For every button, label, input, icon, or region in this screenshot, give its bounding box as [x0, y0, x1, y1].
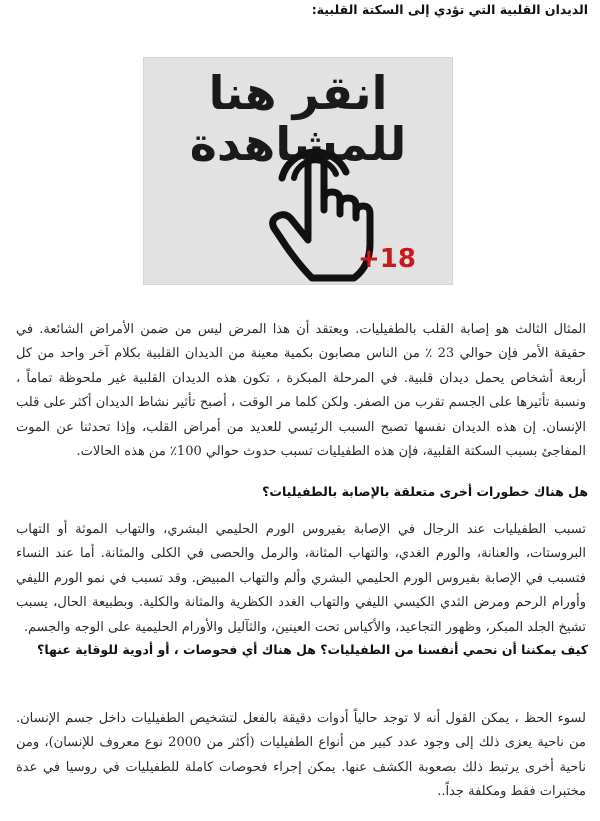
- prevention-paragraph: لسوء الحظ ، يمكن القول أنه لا توجد حالياً أدوات دقيقة بالفعل لتشخيص الطفيليات داخل جسم الإنسان. من ناحية يعزى ذلك إلى وجود عدد كبير من أنواع الطفيليات (أكثر من 2000 نوع معروف للإنسان)، ومن ناحية أخرى يرتبط ذلك بصعوبة الكشف عنها. يمكن إجراء فحوصات كاملة للطفيليات في روسيا في عدة مختبرات فقط ومكلفة جداً..: [16, 711, 586, 800]
- section-heading-prevention: كيف يمكننا أن نحمي أنفسنا من الطفيليات؟ هل هناك أي فحوصات ، أو أدوية للوقاية عنها؟: [37, 642, 588, 657]
- banner-text: انقر هنا للمشاهدة: [189, 66, 407, 171]
- section-heading-heartworms: الديدان القلبية التي تؤدي إلى السكتة القلبية:: [311, 2, 588, 17]
- heartworm-paragraph: المثال الثالث هو إصابة القلب بالطفيليات. ويعتقد أن هذا المرض ليس من ضمن الأمراض الشائعة. في حقيقة الأمر فإن حوالي 23 ٪ من الناس مصابون بكمية معينة من الديدان القلبية بكلام آخر واحد من كل أربعة أشخاص يحمل ديدان قلبية. في المرحلة المبكرة ، تكون هذه الديدان القلبية غير ملحوظة تماماً ، ونسبة تأثيرها على الجسم تقرب من الصفر. ولكن كلما مر الوقت ، أصبح تأثير نشاط الديدان أكثر على قلب الإنسان. إن هذه الديدان نفسها تصبح السبب الرئيسي للعديد من أمراض القلب، وإذا تحدثنا عن الموت المفاجئ بسبب السكتة القلبية، فإن هذه الطفيليات تسبب حدوث حوالي 100٪ من هذه الحالات.: [16, 322, 587, 460]
- risks-paragraph: تسبب الطفيليات عند الرجال في الإصابة بفيروس الورم الحليمي البشري، والتهاب الموثة أو التهاب البروستات، والعنانة، والورم الغدي، والتهاب المثانة، والرمل والحصى في الكلى والمثانة. أما عند النساء فتسبب في الإصابة بفيروس الورم الحليمي البشري وألم والتهاب المبيض. وقد تسبب في نمو الورم الليفي وأورام الرحم ومرض الثدي الكيسي الليفي والتهاب الغدد الكظرية والمثانة والكلية. وبطبيعة الحال، يسبب تشيخ الجلد المبكر، وظهور التجاعيد، والأكياس تحت العينين، والثآليل والأورام الحليمية على الوجه والجسم.: [16, 522, 586, 635]
- section-heading-risks: هل هناك خطورات أخرى متعلقة بالإصابة بالطفيليات؟: [262, 484, 588, 499]
- age-restriction-badge: +18: [358, 244, 416, 274]
- click-to-view-banner[interactable]: [143, 57, 453, 285]
